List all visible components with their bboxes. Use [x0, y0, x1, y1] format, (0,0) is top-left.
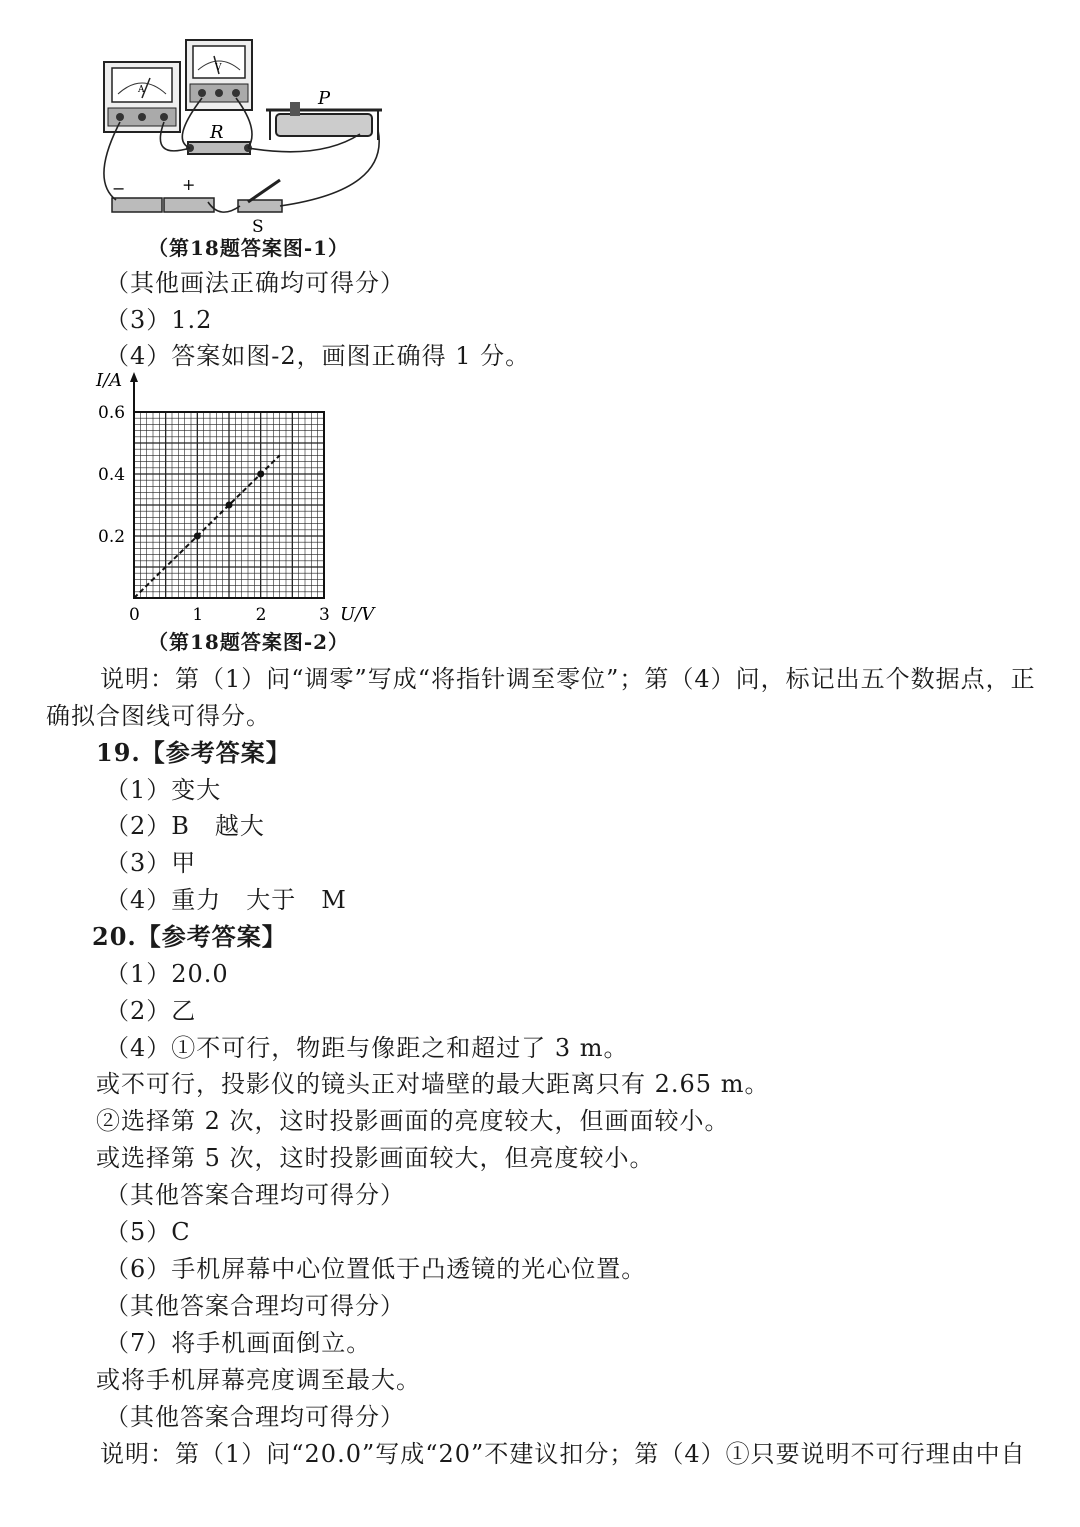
q18-answer-4: （4）答案如图-2，画图正确得 1 分。: [105, 342, 531, 370]
figure2-caption: （第18题答案图-2）: [148, 630, 350, 654]
q20-answer-2: （2）乙: [105, 997, 197, 1025]
circuit-diagram: [90, 30, 400, 240]
rheostat: [266, 88, 382, 140]
q20-answer-6: （6）手机屏幕中心位置低于凸透镜的光心位置。: [105, 1255, 647, 1283]
q20-note: 说明：第（1）问“20.0”写成“20”不建议扣分；第（4）①只要说明不可行理由中自: [100, 1440, 1026, 1468]
switch-label: S: [252, 217, 264, 237]
battery-minus-label: −: [112, 179, 126, 198]
ammeter: [104, 62, 180, 132]
chart-series: [134, 455, 280, 598]
battery-plus-label: +: [182, 175, 196, 194]
rheostat-label: P: [318, 88, 331, 109]
q20-answer-4: （4）①不可行，物距与像距之和超过了 3 m。: [105, 1034, 629, 1062]
chart-axes: [130, 372, 138, 598]
battery: [112, 175, 214, 212]
x-tick-label: 3: [319, 605, 330, 625]
x-tick-label: 2: [255, 605, 267, 625]
q18-answer-3: （3）1.2: [105, 306, 213, 334]
iu-chart: [90, 370, 390, 630]
note18-line2: 确拟合图线可得分。: [46, 702, 271, 730]
data-point: [226, 502, 233, 509]
y-tick-label: 0.6: [98, 403, 126, 423]
note-other-methods: （其他画法正确均可得分）: [105, 269, 405, 297]
q19-answer-1: （1）变大: [105, 776, 222, 804]
q20-heading: 20.【参考答案】: [92, 922, 287, 951]
q20-answer-1: （1）20.0: [105, 960, 229, 988]
data-point: [194, 533, 201, 540]
q20-answer-7: （7）将手机画面倒立。: [105, 1329, 372, 1357]
note18-line1: 说明：第（1）问“调零”写成“将指针调至零位”；第（4）问，标记出五个数据点，正: [100, 665, 1036, 693]
resistor-label: R: [210, 122, 224, 143]
data-point: [257, 471, 264, 478]
x-tick-label: 1: [192, 605, 204, 625]
y-axis-arrow: [130, 372, 138, 382]
resistor: [186, 122, 252, 154]
fit-line: [134, 455, 280, 598]
voltmeter: [186, 40, 252, 110]
q20-answer-6-note: （其他答案合理均可得分）: [105, 1292, 405, 1320]
y-tick-label: 0.2: [98, 527, 126, 547]
switch: [238, 180, 282, 237]
ammeter-symbol: A: [138, 85, 145, 95]
y-tick-label: 0.4: [98, 465, 126, 485]
q20-answer-4b: 或不可行，投影仪的镜头正对墙壁的最大距离只有 2.65 m。: [96, 1070, 770, 1098]
q20-answer-7b: 或将手机屏幕亮度调至最大。: [96, 1366, 421, 1394]
q19-answer-3: （3）甲: [105, 849, 197, 877]
q20-answer-7-note: （其他答案合理均可得分）: [105, 1403, 405, 1431]
q20-answer-4d: 或选择第 5 次，这时投影画面较大，但亮度较小。: [96, 1144, 655, 1172]
q19-answer-4: （4）重力 大于 M: [105, 886, 347, 914]
q19-answer-2: （2）B 越大: [105, 812, 265, 840]
q20-answer-5: （5）C: [105, 1218, 191, 1246]
voltmeter-symbol: V: [215, 63, 222, 73]
q19-heading: 19.【参考答案】: [96, 738, 291, 767]
figure1-caption: （第18题答案图-1）: [148, 236, 350, 260]
x-axis-label: U/V: [340, 604, 375, 625]
q20-answer-4-note: （其他答案合理均可得分）: [105, 1181, 405, 1209]
y-axis-label: I/A: [96, 370, 123, 391]
q20-answer-4c: ②选择第 2 次，这时投影画面的亮度较大，但画面较小。: [96, 1107, 730, 1135]
x-tick-label: 0: [129, 605, 140, 625]
